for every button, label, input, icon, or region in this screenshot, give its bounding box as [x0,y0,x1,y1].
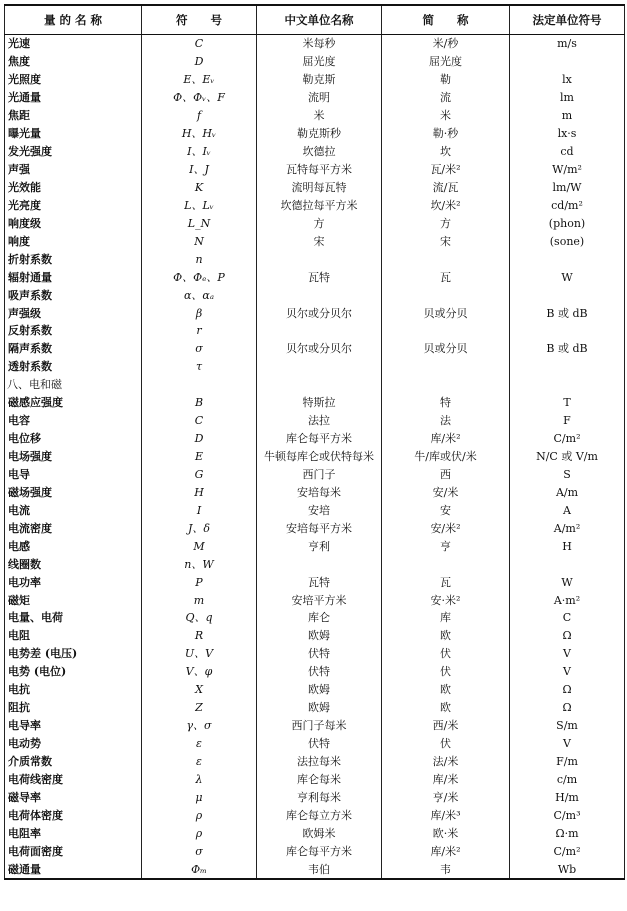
legal-unit-symbol-cell: V [510,735,625,753]
legal-unit-symbol-cell: W [510,268,625,286]
chinese-unit-name-cell: 米每秒 [257,35,382,53]
chinese-unit-name-cell: 库仑每立方米 [257,806,382,824]
chinese-unit-name-cell: 伏特 [257,663,382,681]
chinese-unit-name-cell: 坎德拉 [257,143,382,161]
legal-unit-symbol-cell: S [510,466,625,484]
abbreviation-cell: 米 [382,107,510,125]
quantity-name-cell: 焦度 [5,53,142,71]
abbreviation-cell: 法 [382,412,510,430]
abbreviation-cell: 瓦 [382,573,510,591]
header-abbreviation: 简 称 [382,5,510,35]
symbol-cell: M [142,537,257,555]
quantity-name-cell: 响度级 [5,214,142,232]
table-row [5,699,625,717]
symbol-cell: X [142,681,257,699]
legal-unit-symbol-cell [510,286,625,304]
table-row [5,448,625,466]
chinese-unit-name-cell: 勒克斯 [257,71,382,89]
table-row [5,71,625,89]
table-row [5,125,625,143]
abbreviation-cell: 西 [382,466,510,484]
symbol-cell: n、W [142,555,257,573]
legal-unit-symbol-cell: V [510,663,625,681]
table-body [5,35,625,880]
abbreviation-cell: 韦 [382,860,510,879]
legal-unit-symbol-cell: C/m³ [510,806,625,824]
table-row [5,717,625,735]
chinese-unit-name-cell: 流明 [257,89,382,107]
legal-unit-symbol-cell [510,322,625,340]
abbreviation-cell: 库/米³ [382,806,510,824]
symbol-cell: Q、q [142,609,257,627]
table-row [5,430,625,448]
symbol-cell: B [142,394,257,412]
quantity-name-cell: 光亮度 [5,196,142,214]
chinese-unit-name-cell: 贝尔或分贝尔 [257,304,382,322]
table-row [5,824,625,842]
symbol-cell: V、φ [142,663,257,681]
chinese-unit-name-cell: 宋 [257,232,382,250]
abbreviation-cell: 米/秒 [382,35,510,53]
symbol-cell: P [142,573,257,591]
abbreviation-cell: 贝或分贝 [382,304,510,322]
symbol-cell: f [142,107,257,125]
abbreviation-cell: 安/米 [382,483,510,501]
abbreviation-cell [382,555,510,573]
table-row [5,232,625,250]
chinese-unit-name-cell: 安培每平方米 [257,519,382,537]
legal-unit-symbol-cell: A/m [510,483,625,501]
quantity-name-cell: 光照度 [5,71,142,89]
quantity-name-cell: 电场强度 [5,448,142,466]
abbreviation-cell: 方 [382,214,510,232]
legal-unit-symbol-cell: C/m² [510,430,625,448]
legal-unit-symbol-cell: W [510,573,625,591]
abbreviation-cell: 库/米² [382,842,510,860]
chinese-unit-name-cell: 流明每瓦特 [257,179,382,197]
abbreviation-cell: 法/米 [382,753,510,771]
quantity-name-cell: 光速 [5,35,142,53]
quantity-name-cell: 电抗 [5,681,142,699]
chinese-unit-name-cell: 屈光度 [257,53,382,71]
table-row [5,89,625,107]
table-row [5,663,625,681]
legal-unit-symbol-cell: Wb [510,860,625,879]
symbol-cell: ε [142,753,257,771]
abbreviation-cell: 坎 [382,143,510,161]
legal-unit-symbol-cell: m [510,107,625,125]
quantity-name-cell: 吸声系数 [5,286,142,304]
symbol-cell: H [142,483,257,501]
abbreviation-cell: 亨/米 [382,788,510,806]
legal-unit-symbol-cell: B 或 dB [510,340,625,358]
chinese-unit-name-cell: 米 [257,107,382,125]
symbol-cell: I、J [142,161,257,179]
abbreviation-cell: 坎/米² [382,196,510,214]
quantity-name-cell: 电位移 [5,430,142,448]
table-row [5,412,625,430]
table-row [5,860,625,879]
legal-unit-symbol-cell: A [510,501,625,519]
chinese-unit-name-cell: 库仑 [257,609,382,627]
legal-unit-symbol-cell: Ω [510,627,625,645]
quantity-name-cell: 透射系数 [5,358,142,376]
symbol-cell: C [142,412,257,430]
legal-unit-symbol-cell: W/m² [510,161,625,179]
abbreviation-cell: 亨 [382,537,510,555]
chinese-unit-name-cell: 瓦特 [257,268,382,286]
header-quantity-name: 量 的 名 称 [5,5,142,35]
table-row [5,53,625,71]
quantity-name-cell: 磁感应强度 [5,394,142,412]
table-row [5,161,625,179]
symbol-cell: σ [142,842,257,860]
quantity-name-cell: 磁场强度 [5,483,142,501]
legal-unit-symbol-cell: lx·s [510,125,625,143]
chinese-unit-name-cell: 亨利每米 [257,788,382,806]
symbol-cell: n [142,250,257,268]
symbol-cell: N [142,232,257,250]
legal-unit-symbol-cell: (phon) [510,214,625,232]
table-row [5,179,625,197]
table-row [5,753,625,771]
chinese-unit-name-cell: 库仑每米 [257,770,382,788]
chinese-unit-name-cell: 勒克斯秒 [257,125,382,143]
quantity-name-cell: 电导 [5,466,142,484]
quantity-name-cell: 电荷线密度 [5,770,142,788]
legal-unit-symbol-cell: H [510,537,625,555]
abbreviation-cell: 欧·米 [382,824,510,842]
chinese-unit-name-cell: 瓦特每平方米 [257,161,382,179]
legal-unit-symbol-cell: Ω·m [510,824,625,842]
abbreviation-cell: 西/米 [382,717,510,735]
symbol-cell: μ [142,788,257,806]
table-row [5,107,625,125]
quantity-name-cell: 隔声系数 [5,340,142,358]
table-row [5,394,625,412]
table-row [5,735,625,753]
legal-unit-symbol-cell: cd [510,143,625,161]
symbol-cell: α、αₐ [142,286,257,304]
table-row [5,196,625,214]
symbol-cell: J、δ [142,519,257,537]
chinese-unit-name-cell: 亨利 [257,537,382,555]
chinese-unit-name-cell: 贝尔或分贝尔 [257,340,382,358]
quantity-name-cell: 反射系数 [5,322,142,340]
symbol-cell: ρ [142,806,257,824]
symbol-cell: Z [142,699,257,717]
quantity-name-cell: 电势差 (电压) [5,645,142,663]
symbol-cell: I、Iᵥ [142,143,257,161]
legal-unit-symbol-cell: A/m² [510,519,625,537]
chinese-unit-name-cell: 坎德拉每平方米 [257,196,382,214]
symbol-cell [142,376,257,394]
table-row [5,573,625,591]
header-chinese-unit-name: 中文单位名称 [257,5,382,35]
symbol-cell: L_N [142,214,257,232]
abbreviation-cell: 流 [382,89,510,107]
legal-unit-symbol-cell: lx [510,71,625,89]
quantity-name-cell: 磁通量 [5,860,142,879]
legal-unit-symbol-cell: T [510,394,625,412]
abbreviation-cell: 屈光度 [382,53,510,71]
quantity-name-cell: 折射系数 [5,250,142,268]
abbreviation-cell: 宋 [382,232,510,250]
quantity-name-cell: 八、电和磁 [5,376,142,394]
quantity-name-cell: 光通量 [5,89,142,107]
table-row [5,501,625,519]
legal-unit-symbol-cell: F/m [510,753,625,771]
chinese-unit-name-cell [257,322,382,340]
quantity-name-cell: 声强级 [5,304,142,322]
chinese-unit-name-cell: 西门子每米 [257,717,382,735]
symbol-cell: β [142,304,257,322]
quantity-name-cell: 电阻 [5,627,142,645]
abbreviation-cell: 库 [382,609,510,627]
units-table [4,4,625,880]
quantity-name-cell: 电阻率 [5,824,142,842]
quantity-name-cell: 电感 [5,537,142,555]
abbreviation-cell [382,322,510,340]
legal-unit-symbol-cell: V [510,645,625,663]
legal-unit-symbol-cell: B 或 dB [510,304,625,322]
abbreviation-cell: 勒 [382,71,510,89]
table-row [5,806,625,824]
table-row [5,609,625,627]
chinese-unit-name-cell: 库仑每平方米 [257,842,382,860]
chinese-unit-name-cell: 法拉每米 [257,753,382,771]
legal-unit-symbol-cell [510,53,625,71]
legal-unit-symbol-cell: (sone) [510,232,625,250]
abbreviation-cell: 瓦/米² [382,161,510,179]
header-symbol: 符 号 [142,5,257,35]
quantity-name-cell: 光效能 [5,179,142,197]
legal-unit-symbol-cell: c/m [510,770,625,788]
quantity-name-cell: 响度 [5,232,142,250]
header-row [5,5,625,35]
abbreviation-cell: 贝或分贝 [382,340,510,358]
legal-unit-symbol-cell: cd/m² [510,196,625,214]
legal-unit-symbol-cell: m/s [510,35,625,53]
chinese-unit-name-cell [257,376,382,394]
symbol-cell: r [142,322,257,340]
symbol-cell: D [142,430,257,448]
table-header [5,5,625,35]
chinese-unit-name-cell: 伏特 [257,735,382,753]
legal-unit-symbol-cell [510,358,625,376]
symbol-cell: D [142,53,257,71]
header-legal-unit-symbol: 法定单位符号 [510,5,625,35]
legal-unit-symbol-cell: C [510,609,625,627]
abbreviation-cell: 欧 [382,681,510,699]
chinese-unit-name-cell: 欧姆米 [257,824,382,842]
quantity-name-cell: 磁矩 [5,591,142,609]
table-row [5,268,625,286]
symbol-cell: E、Eᵥ [142,71,257,89]
symbol-cell: E [142,448,257,466]
symbol-cell: H、Hᵥ [142,125,257,143]
chinese-unit-name-cell [257,286,382,304]
table-row [5,483,625,501]
quantity-name-cell: 电势 (电位) [5,663,142,681]
table-row [5,286,625,304]
table-row [5,555,625,573]
legal-unit-symbol-cell: lm/W [510,179,625,197]
symbol-cell: ε [142,735,257,753]
quantity-name-cell: 阻抗 [5,699,142,717]
chinese-unit-name-cell: 欧姆 [257,681,382,699]
symbol-cell: Φₘ [142,860,257,879]
chinese-unit-name-cell: 安培 [257,501,382,519]
legal-unit-symbol-cell [510,376,625,394]
quantity-name-cell: 介质常数 [5,753,142,771]
table-row [5,627,625,645]
abbreviation-cell [382,286,510,304]
abbreviation-cell: 流/瓦 [382,179,510,197]
legal-unit-symbol-cell: S/m [510,717,625,735]
legal-unit-symbol-cell [510,250,625,268]
abbreviation-cell: 库/米 [382,770,510,788]
chinese-unit-name-cell: 特斯拉 [257,394,382,412]
quantity-name-cell: 电荷面密度 [5,842,142,860]
symbol-cell: C [142,35,257,53]
abbreviation-cell: 勒·秒 [382,125,510,143]
abbreviation-cell [382,376,510,394]
quantity-name-cell: 电量、电荷 [5,609,142,627]
symbol-cell: τ [142,358,257,376]
quantity-name-cell: 线圈数 [5,555,142,573]
legal-unit-symbol-cell: H/m [510,788,625,806]
table-row [5,537,625,555]
abbreviation-cell: 欧 [382,627,510,645]
chinese-unit-name-cell: 安培每米 [257,483,382,501]
legal-unit-symbol-cell: A·m² [510,591,625,609]
abbreviation-cell [382,250,510,268]
chinese-unit-name-cell: 牛顿每库仑或伏特每米 [257,448,382,466]
symbol-cell: L、Lᵥ [142,196,257,214]
abbreviation-cell [382,358,510,376]
abbreviation-cell: 安/米² [382,519,510,537]
symbol-cell: U、V [142,645,257,663]
legal-unit-symbol-cell: C/m² [510,842,625,860]
table-row [5,788,625,806]
chinese-unit-name-cell: 安培平方米 [257,591,382,609]
table-row [5,681,625,699]
table-row [5,466,625,484]
chinese-unit-name-cell: 欧姆 [257,699,382,717]
table-row [5,645,625,663]
table-row [5,143,625,161]
section-row [5,376,625,394]
table-row [5,35,625,53]
legal-unit-symbol-cell: Ω [510,699,625,717]
legal-unit-symbol-cell [510,555,625,573]
chinese-unit-name-cell: 方 [257,214,382,232]
quantity-name-cell: 曝光量 [5,125,142,143]
abbreviation-cell: 库/米² [382,430,510,448]
chinese-unit-name-cell: 瓦特 [257,573,382,591]
abbreviation-cell: 伏 [382,663,510,681]
table-row [5,304,625,322]
quantity-name-cell: 电容 [5,412,142,430]
symbol-cell: Φ、Φₑ、P [142,268,257,286]
legal-unit-symbol-cell: F [510,412,625,430]
chinese-unit-name-cell: 伏特 [257,645,382,663]
quantity-name-cell: 焦距 [5,107,142,125]
symbol-cell: m [142,591,257,609]
chinese-unit-name-cell [257,250,382,268]
symbol-cell: σ [142,340,257,358]
symbol-cell: Φ、Φᵥ、F [142,89,257,107]
abbreviation-cell: 欧 [382,699,510,717]
abbreviation-cell: 伏 [382,645,510,663]
quantity-name-cell: 辐射通量 [5,268,142,286]
table-row [5,250,625,268]
symbol-cell: G [142,466,257,484]
symbol-cell: λ [142,770,257,788]
abbreviation-cell: 特 [382,394,510,412]
table-row [5,842,625,860]
quantity-name-cell: 声强 [5,161,142,179]
quantity-name-cell: 电流密度 [5,519,142,537]
chinese-unit-name-cell: 欧姆 [257,627,382,645]
quantity-name-cell: 电导率 [5,717,142,735]
quantity-name-cell: 电动势 [5,735,142,753]
table-row [5,770,625,788]
chinese-unit-name-cell: 韦伯 [257,860,382,879]
abbreviation-cell: 伏 [382,735,510,753]
chinese-unit-name-cell: 库仑每平方米 [257,430,382,448]
chinese-unit-name-cell: 法拉 [257,412,382,430]
quantity-name-cell: 发光强度 [5,143,142,161]
legal-unit-symbol-cell: Ω [510,681,625,699]
abbreviation-cell: 牛/库或伏/米 [382,448,510,466]
table-row [5,340,625,358]
quantity-name-cell: 电荷体密度 [5,806,142,824]
chinese-unit-name-cell: 西门子 [257,466,382,484]
table-row [5,519,625,537]
table-row [5,322,625,340]
quantity-name-cell: 电流 [5,501,142,519]
legal-unit-symbol-cell: N/C 或 V/m [510,448,625,466]
table-row [5,214,625,232]
quantity-name-cell: 电功率 [5,573,142,591]
chinese-unit-name-cell [257,358,382,376]
table-row [5,358,625,376]
symbol-cell: R [142,627,257,645]
legal-unit-symbol-cell: lm [510,89,625,107]
abbreviation-cell: 安 [382,501,510,519]
quantity-name-cell: 磁导率 [5,788,142,806]
symbol-cell: K [142,179,257,197]
chinese-unit-name-cell [257,555,382,573]
symbol-cell: I [142,501,257,519]
table-row [5,591,625,609]
abbreviation-cell: 瓦 [382,268,510,286]
abbreviation-cell: 安·米² [382,591,510,609]
symbol-cell: γ、σ [142,717,257,735]
symbol-cell: ρ [142,824,257,842]
